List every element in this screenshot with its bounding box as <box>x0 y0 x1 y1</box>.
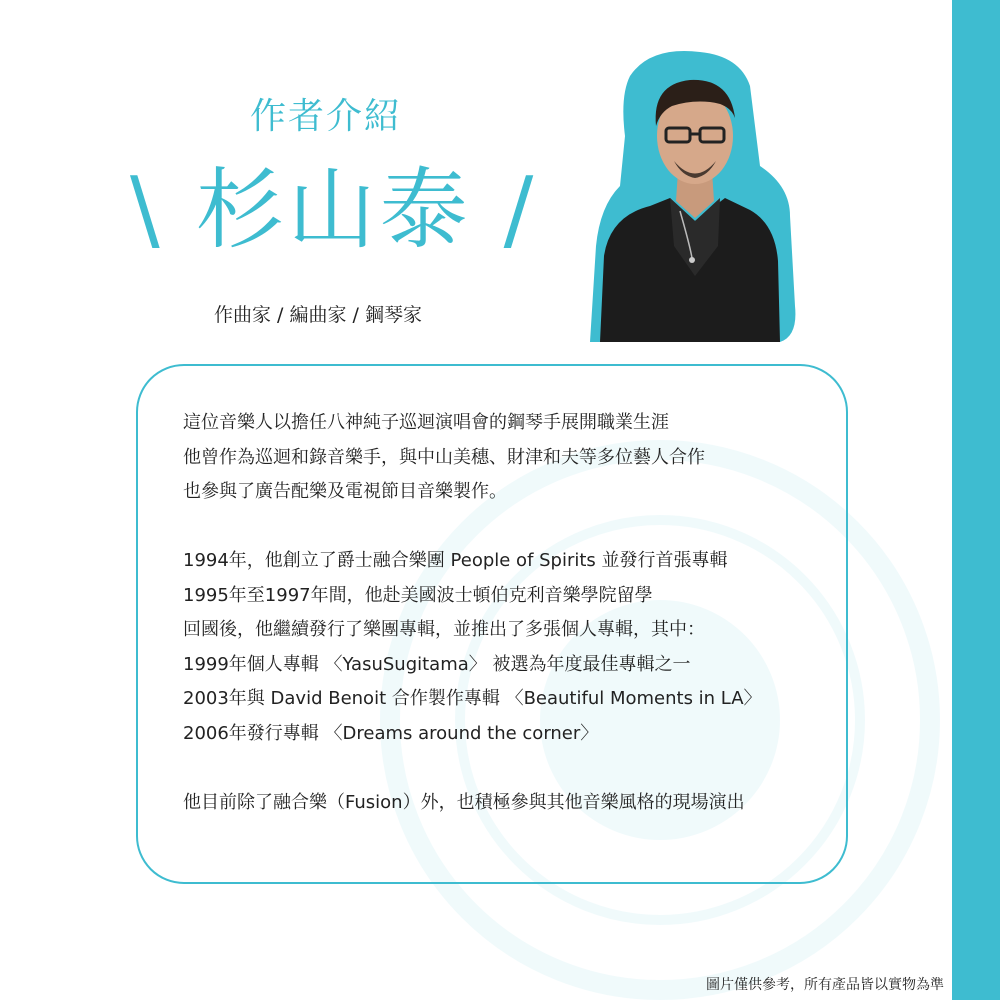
title-slash-left: \ <box>130 158 164 261</box>
bio-line: 1999年個人專輯 〈YasuSugitama〉 被選為年度最佳專輯之一 <box>183 653 691 675</box>
bio-text <box>183 406 823 820</box>
author-name-title <box>130 140 537 266</box>
bio-line: 這位音樂人以擔任八神純子巡迴演唱會的鋼琴手展開職業生涯 <box>183 412 669 433</box>
bio-line: 也參與了廣告配樂及電視節目音樂製作。 <box>183 481 507 502</box>
paragraph-gap <box>183 751 823 786</box>
bio-line: 他目前除了融合樂（Fusion）外，也積極參與其他音樂風格的現場演出 <box>183 791 745 813</box>
author-intro-heading: 作者介紹 <box>250 96 403 137</box>
bio-line: 他曾作為巡迴和錄音樂手，與中山美穗、財津和夫等多位藝人合作 <box>183 446 705 468</box>
bio-line: 1994年，他創立了爵士融合樂團 People of Spirits 並發行首張專輯 <box>183 550 728 571</box>
author-name: 杉山泰 <box>195 158 472 261</box>
bio-line: 1995年至1997年間，他赴美國波士頓伯克利音樂學院留學 <box>183 584 653 606</box>
title-slash-right: / <box>503 158 538 261</box>
bio-line: 2003年與 David Benoit 合作製作專輯 〈Beautiful Moments in LA〉 <box>183 688 762 709</box>
author-portrait-photo <box>590 46 800 346</box>
paragraph-gap <box>183 510 823 545</box>
bio-line: 回國後，他繼續發行了樂團專輯，並推出了多張個人專輯，其中： <box>183 619 705 640</box>
disclaimer-footnote: 圖片僅供參考，所有產品皆以實物為準 <box>706 977 944 993</box>
bio-line: 2006年發行專輯 〈Dreams around the corner〉 <box>183 722 599 744</box>
author-roles: 作曲家 / 編曲家 / 鋼琴家 <box>214 304 422 326</box>
accent-side-bar <box>952 0 1000 1000</box>
